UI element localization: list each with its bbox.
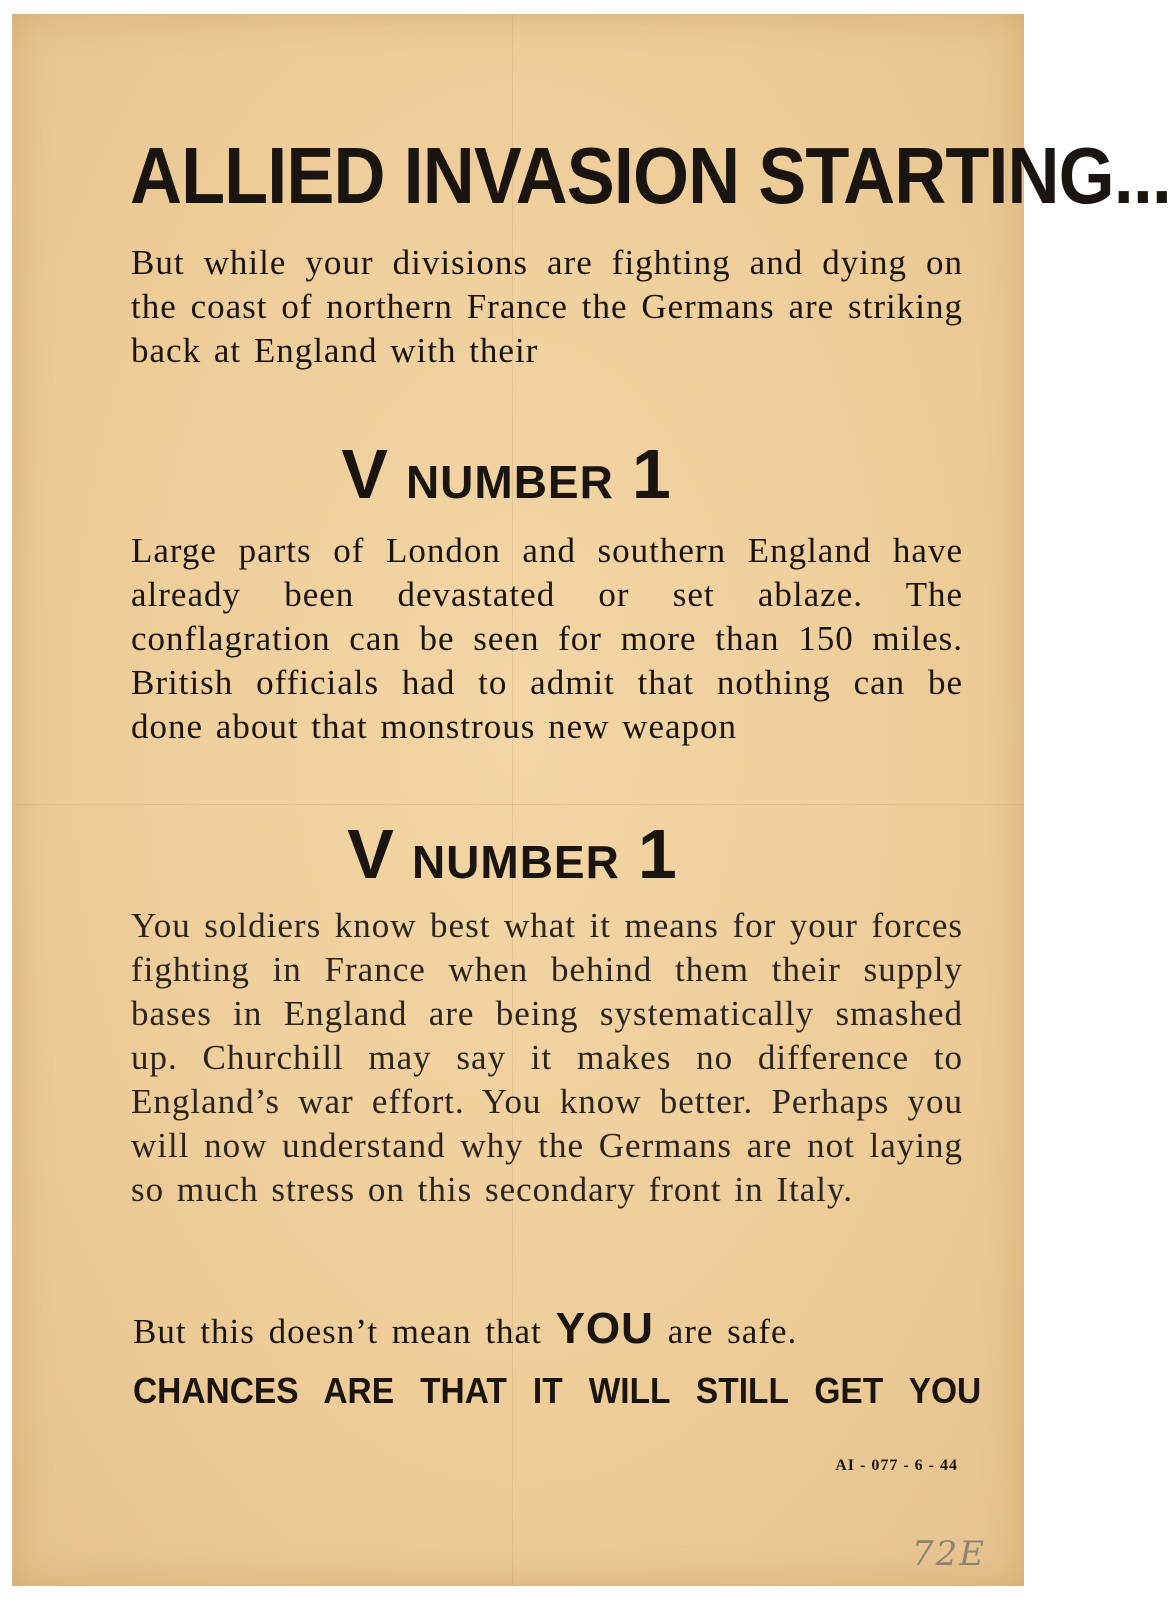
safe-line-after: are safe. bbox=[667, 1312, 798, 1351]
fold-crease-horizontal bbox=[12, 804, 1024, 805]
safe-line-emphasis: YOU bbox=[555, 1304, 654, 1353]
handwritten-mark: 72E bbox=[912, 1534, 987, 1574]
v-letter: V bbox=[341, 435, 388, 513]
v-letter: V bbox=[347, 815, 394, 893]
v-number-heading-2 bbox=[6, 814, 1018, 894]
safe-line bbox=[133, 1304, 965, 1357]
leaflet-code: AI - 077 - 6 - 44 bbox=[835, 1457, 958, 1474]
paragraph-intro: But while your divisions are fighting and dying on the coast of northern France the Germans are striking back at England with their bbox=[131, 243, 963, 370]
leaflet-sheet bbox=[12, 14, 1171, 1586]
number-one: 1 bbox=[637, 815, 677, 893]
headline: ALLIED INVASION STARTING... bbox=[130, 131, 1171, 220]
number-word: NUMBER bbox=[411, 836, 620, 888]
closing-line: CHANCES ARE THAT IT WILL STILL GET YOU bbox=[133, 1370, 982, 1411]
number-word: NUMBER bbox=[405, 456, 614, 508]
paragraph-devastation: Large parts of London and southern England have already been devastated or set ablaze. The conflagration can be seen for more than 150 miles. British officials had to admit that nothing can be done about that monstrous new weapon bbox=[131, 531, 963, 746]
safe-line-before: But this doesn’t mean that bbox=[133, 1312, 542, 1351]
number-one: 1 bbox=[631, 435, 671, 513]
paragraph-soldiers: You soldiers know best what it means for your forces fighting in France when behind them their supply bases in England are being systematically smashed up. Churchill may say it makes no difference to England’s war effort. You know better. Perhaps you will now understand why the Germans are not laying so much stress on this secondary front in Italy. bbox=[131, 906, 963, 1209]
v-number-heading-1 bbox=[0, 434, 1012, 514]
